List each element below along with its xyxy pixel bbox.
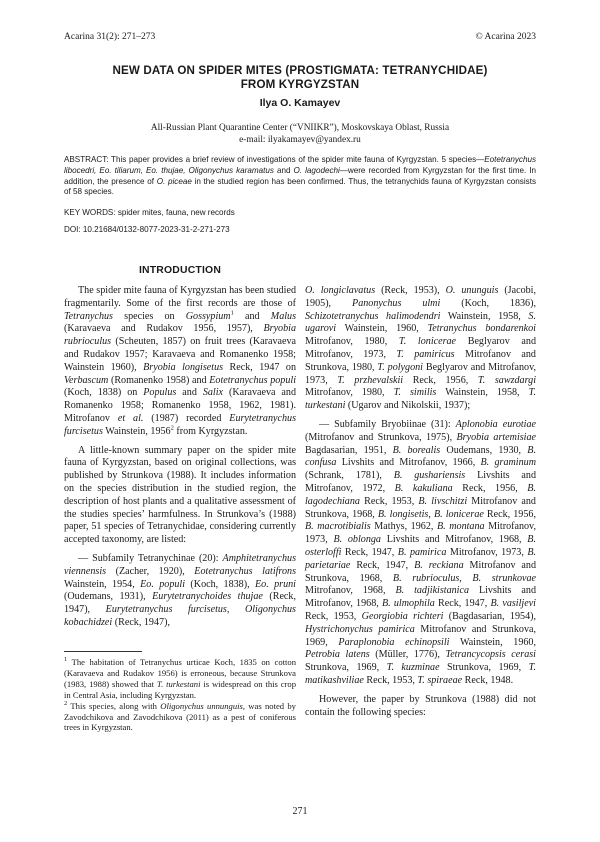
intro-paragraph-3: — Subfamily Tetranychinae (20): Amphitetranychus viennensis (Zacher, 1920), Eotetranychus latifrons Wainstein, 1954, Eo. populi (Koch, 1838), Eo. pruni (Oudemans, 1931), Eurytetranychoides thujae (Reck, 1947), Eurytetranychus furcisetus, Oligonychus kobachidzei (Reck, 1947),	[64, 552, 297, 628]
species-list-continued: O. longiclavatus (Reck, 1953), O. ununguis (Jacobi, 1905), Panonychus ulmi (Koch, 1836), Schizotetranychus halimodendri Wainstein, 1958, S. ugarovi Wainstein, 1960, Tetranychus bondarenkoi Mitrofanov, 1980, T. lonicerae Beglyarov and Mitrofanov, 1973, T. pamiricus Mitrofanov and Strunkova, 1980, T. polygoni Beglyarov and Mitrofanov, 1973, T. przhevalskii Reck, 1956, T. sawzdargi Mitrofanov, 1980, T. similis Wainstein, 1958, T. turkestani (Ugarov and Nikolskii, 1937);	[305, 285, 536, 412]
page-number: 271	[292, 806, 308, 817]
footnote-2: $^2$ This species, along with Oligonychus unnunguis, was noted by Zavodchikova and Zavodchikova (2011) as a pest of coniferous trees in Kyrgyzstan.	[64, 699, 296, 733]
footnote-divider	[64, 651, 142, 652]
article-title	[64, 64, 536, 92]
abstract-text: and	[273, 165, 294, 175]
footnote-ref-2[interactable]: 2	[170, 424, 174, 432]
affiliation	[64, 122, 536, 146]
journal-citation: Acarina 31(2): 271–273	[64, 32, 156, 42]
abstract-species: O. piceae	[156, 176, 192, 186]
title-line-2: FROM KYRGYZSTAN	[240, 78, 360, 91]
affiliation-email: e-mail: ilyakamayev@yandex.ru	[239, 135, 361, 145]
author-name: Ilya O. Kamayev	[259, 97, 341, 109]
abstract-text: —were recorded from Kyrgyzstan for the first time. In addition, the presence of	[64, 165, 536, 186]
footnote-ref-1[interactable]: 1	[230, 309, 234, 317]
footnote-1: $^1$ The habitation of Tetranychus urticae Koch, 1835 on cotton (Karavaeva and Rudakov 1956) is erroneous, because Strunkova (1983, 1988) showed that T. turkestani is widespread on this crop in Central Asia, including Kyrgyzstan.	[64, 656, 297, 700]
abstract-species: Eotetranychus libocedri, Eo. tiliarum, Eo. thujae, Oligonychus karamatus	[64, 155, 536, 175]
title-line-1: NEW DATA ON SPIDER MITES (PROSTIGMATA: TETRANYCHIDAE)	[112, 64, 488, 77]
section-heading-introduction: INTRODUCTION	[138, 265, 222, 276]
affiliation-institution: All-Russian Plant Quarantine Center (“VNIIKR”), Moskovskaya Oblast, Russia	[150, 123, 450, 133]
abstract-text: in the studied region has been confirmed. Thus, the tetranychids fauna of Kyrgyzstan consists of 58 species.	[64, 176, 536, 197]
keywords: KEY WORDS: spider mites, fauna, new records	[64, 208, 235, 217]
right-column	[305, 285, 536, 719]
abstract-text: ABSTRACT: This paper provides a brief review of investigations of the spider mite fauna of Kyrgyzstan. 5 species—	[64, 155, 485, 164]
abstract	[64, 155, 536, 198]
intro-paragraph-2: A little-known summary paper on the spider mite fauna of Kyrgyzstan, based on original collections, was published by Strunkova (1988). It includes information on the species distribution in the studied region, the description of host plants and a qualitative assessment of the studies species’ harmfulness. In Strunkova’s (1988) paper, 51 species of Tetranychidae, considering currently accepted taxonomy, are listed:	[64, 444, 296, 546]
intro-paragraph-missing-species: However, the paper by Strunkova (1988) did not contain the following species:	[305, 693, 536, 718]
copyright-notice: © Acarina 2023	[475, 32, 536, 42]
left-column	[64, 285, 296, 630]
intro-paragraph-1: The spider mite fauna of Kyrgyzstan has been studied fragmentarily. Some of the first records are those of Tetranychus species on Gossypium$^1$ and Malus (Karavaeva and Rudakov 1956, 1957), Bryobia rubrioculus (Scheuten, 1857) on fruit trees (Karavaeva and Rudakov 1957; Karavaeva and Romanenko 1958; Wainstein 1960), Bryobia longisetus Reck, 1947 on Verbascum (Romanenko 1958) and Eotetranychus populi (Koch, 1838) on Populus and Salix (Karavaeva and Romanenko 1958; Romanenko 1958, 1962, 1981). Mitrofanov et al. (1987) recorded Eurytetranychus furcisetus Wainstein, 1956$^2$ from Kyrgyzstan.	[64, 285, 297, 437]
footnotes	[64, 657, 296, 733]
doi-link[interactable]: DOI: 10.21684/0132-8077-2023-31-2-271-273	[64, 225, 230, 234]
abstract-species: O. lagodechi	[293, 165, 340, 175]
species-list-bryobiinae: — Subfamily Bryobiinae (31): Aplonobia eurotiae (Mitrofanov and Strunkova, 1975), Bryobia artemisiae Bagdasarian, 1951, B. borealis Oudemans, 1930, B. confusa Livshits and Mitrofanov, 1966, B. graminum (Schrank, 1781), B. gushariensis Livshits and Mitrofanov, 1972, B. kakuliana Reck, 1956, B. lagodechiana Reck, 1953, B. livschitzi Mitrofanov and Strunkova, 1968, B. longisetis, B. lonicerae Reck, 1956, B. macrotibialis Mathys, 1962, B. montana Mitrofanov, 1973, B. oblonga Livshits and Mitrofanov, 1968, B. osterloffi Reck, 1947, B. pamirica Mitrofanov, 1973, B. parietariae Reck, 1947, B. reckiana Mitrofanov and Strunkova, 1968, B. rubrioculus, B. strunkovae Mitrofanov, 1968, B. tadjikistanica Livshits and Mitrofanov, 1968, B. ulmophila Reck, 1947, B. vasiljevi Reck, 1953, Georgiobia richteri (Bagdasarian, 1954), Hystrichonychus pamirica Mitrofanov and Strunkova, 1969, Paraplonobia echinopsili Wainstein, 1960, Petrobia latens (Müller, 1776), Tetrancycopsis cerasi Strunkova, 1969, T. kuzminae Strunkova, 1969, T. matikashviliae Reck, 1953, T. spiraeae Reck, 1948.	[305, 418, 537, 686]
